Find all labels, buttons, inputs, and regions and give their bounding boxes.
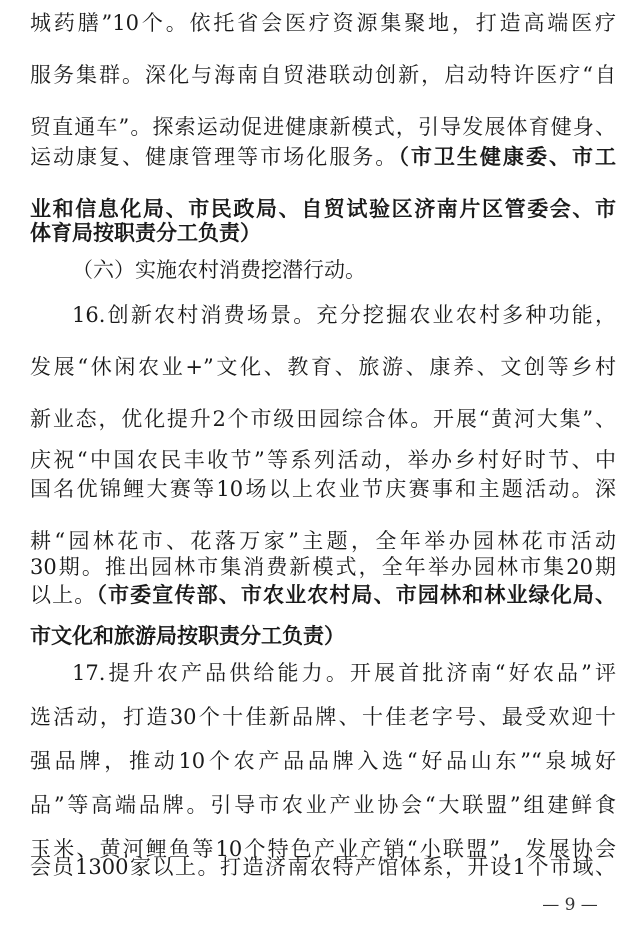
body-text-segment: 运动康复、健康管理等市场化服务。: [30, 145, 399, 169]
responsible-units-text: （市委宣传部、市农业农村局、市园林和林业绿化局、: [96, 582, 617, 607]
body-line-mixed: [30, 573, 616, 617]
body-line: 新业态，优化提升2个市级田园综合体。开展“黄河大集”、: [30, 407, 616, 431]
body-line: 品”等高端品牌。引导市农业产业协会“大联盟”组建鲜食: [30, 793, 616, 817]
page-number: — 9 —: [542, 895, 598, 915]
body-line: 强品牌，推动10个农产品品牌入选“好品山东”“泉城好: [30, 749, 616, 773]
body-line: 庆祝“中国农民丰收节”等系列活动，举办乡村好时节、中: [30, 448, 616, 472]
responsible-units-line: 业和信息化局、市民政局、自贸试验区济南片区管委会、市: [30, 196, 616, 221]
body-line: 贸直通车”。探索运动促进健康新模式，引导发展体育健身、: [30, 115, 616, 139]
item-heading-line: 17.提升农产品供给能力。开展首批济南“好农品”评: [72, 661, 616, 685]
responsible-units-text: （市卫生健康委、市工: [398, 144, 617, 169]
body-line-mixed: [30, 135, 616, 179]
body-line: 玉米、黄河鲤鱼等10个特色产业产销“小联盟”，发展协会: [30, 837, 616, 861]
body-line: 服务集群。深化与海南自贸港联动创新，启动特许医疗“自: [30, 63, 616, 87]
body-line: 选活动，打造30个十佳新品牌、十佳老字号、最受欢迎十: [30, 705, 616, 729]
item-heading-line: 16.创新农村消费场景。充分挖掘农业农村多种功能，: [72, 303, 616, 327]
body-text-segment: 以上。: [30, 583, 97, 607]
responsible-units-line: 市文化和旅游局按职责分工负责）: [30, 623, 345, 648]
responsible-units-line: 体育局按职责分工负责）: [30, 220, 261, 245]
body-line: 国名优锦鲤大赛等10场以上农业节庆赛事和主题活动。深: [30, 477, 616, 501]
body-line: 30期。推出园林市集消费新模式，全年举办园林市集20期: [30, 555, 616, 579]
section-heading: （六）实施农村消费挖潜行动。: [72, 258, 366, 282]
body-line: 城药膳”10个。依托省会医疗资源集聚地，打造高端医疗: [30, 11, 616, 35]
body-line: 发展“休闲农业+”文化、教育、旅游、康养、文创等乡村: [30, 355, 616, 379]
body-line: 会员1300家以上。打造济南农特产馆体系，开设1个市域、: [30, 855, 616, 879]
body-line: 耕“园林花市、花落万家”主题，全年举办园林花市活动: [30, 529, 616, 553]
